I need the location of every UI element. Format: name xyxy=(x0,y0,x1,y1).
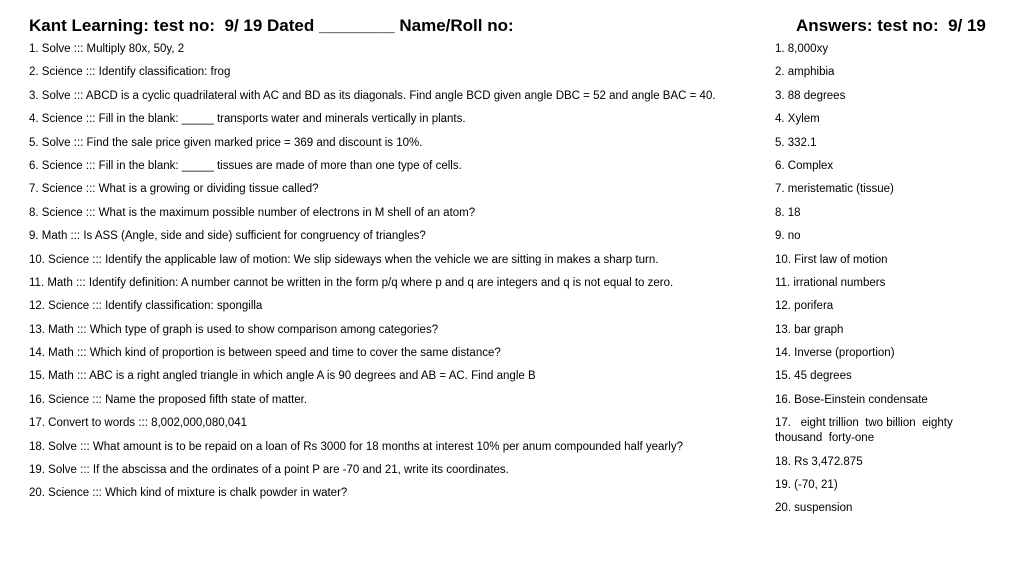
answer-item: 5. 332.1 xyxy=(775,136,817,149)
question-item: 15. Math ::: ABC is a right angled triangle in which angle A is 90 degrees and AB = AC. Find angle B xyxy=(29,370,536,383)
question-item: 6. Science ::: Fill in the blank: _____ tissues are made of more than one type of cells. xyxy=(29,159,462,172)
answer-item: 4. Xylem xyxy=(775,113,820,126)
answer-item: 8. 18 xyxy=(775,206,801,219)
answer-item: 16. Bose-Einstein condensate xyxy=(775,393,928,406)
answer-item: 1. 8,000xy xyxy=(775,43,829,55)
question-item: 17. Convert to words ::: 8,002,000,080,041 xyxy=(29,417,248,430)
question-item: 12. Science ::: Identify classification: spongilla xyxy=(29,300,263,313)
answers-list xyxy=(775,42,985,525)
question-item: 5. Solve ::: Find the sale price given marked price = 369 and discount is 10%. xyxy=(29,136,423,149)
answers-title: Answers: test no: 9/ 19 xyxy=(796,16,986,35)
answer-item: 6. Complex xyxy=(775,159,834,172)
answer-item: 3. 88 degrees xyxy=(775,89,846,102)
answer-item: 17. eight trillion two billion eighty thousand forty-one xyxy=(775,417,956,445)
answer-item: 13. bar graph xyxy=(775,323,844,336)
question-item: 16. Science ::: Name the proposed fifth state of matter. xyxy=(29,393,308,406)
answer-item: 9. no xyxy=(775,230,801,243)
question-item: 11. Math ::: Identify definition: A number cannot be written in the form p/q where p and q are integers and q is not equal to zero. xyxy=(29,276,674,289)
answer-item: 7. meristematic (tissue) xyxy=(775,183,894,196)
answer-item: 2. amphibia xyxy=(775,66,835,79)
answer-item: 10. First law of motion xyxy=(775,253,888,266)
question-item: 13. Math ::: Which type of graph is used to show comparison among categories? xyxy=(29,323,439,336)
answer-item: 19. (-70, 21) xyxy=(775,479,838,492)
question-item: 4. Science ::: Fill in the blank: _____ transports water and minerals vertically in plants. xyxy=(29,113,466,126)
question-item: 1. Solve ::: Multiply 80x, 50y, 2 xyxy=(29,43,185,55)
question-item: 9. Math ::: Is ASS (Angle, side and side) sufficient for congruency of triangles? xyxy=(29,230,426,243)
question-item: 3. Solve ::: ABCD is a cyclic quadrilateral with AC and BD as its diagonals. Find angle BCD given angle DBC = 52 and angle BAC = 40. xyxy=(29,89,716,102)
question-item: 19. Solve ::: If the abscissa and the ordinates of a point P are -70 and 21, write its coordinates. xyxy=(29,464,509,477)
question-item: 20. Science ::: Which kind of mixture is chalk powder in water? xyxy=(29,487,348,500)
answer-item: 18. Rs 3,472.875 xyxy=(775,455,863,468)
question-item: 14. Math ::: Which kind of proportion is between speed and time to cover the same distance? xyxy=(29,347,501,360)
questions-title: Kant Learning: test no: 9/ 19 Dated ________ Name/Roll no: xyxy=(29,16,514,35)
questions-list xyxy=(29,42,764,510)
question-item: 8. Science ::: What is the maximum possible number of electrons in M shell of an atom? xyxy=(29,206,476,219)
question-item: 18. Solve ::: What amount is to be repaid on a loan of Rs 3000 for 18 months at interest 10% per anum compounded half yearly? xyxy=(29,440,683,453)
question-item: 2. Science ::: Identify classification: frog xyxy=(29,66,231,79)
answer-item: 12. porifera xyxy=(775,300,834,313)
answer-item: 15. 45 degrees xyxy=(775,370,852,383)
question-item: 7. Science ::: What is a growing or dividing tissue called? xyxy=(29,183,319,196)
answer-item: 11. irrational numbers xyxy=(775,276,886,289)
answer-item: 20. suspension xyxy=(775,502,853,515)
answer-item: 14. Inverse (proportion) xyxy=(775,347,895,360)
question-item: 10. Science ::: Identify the applicable law of motion: We slip sideways when the vehicle we are sitting in makes a sharp turn. xyxy=(29,253,659,266)
